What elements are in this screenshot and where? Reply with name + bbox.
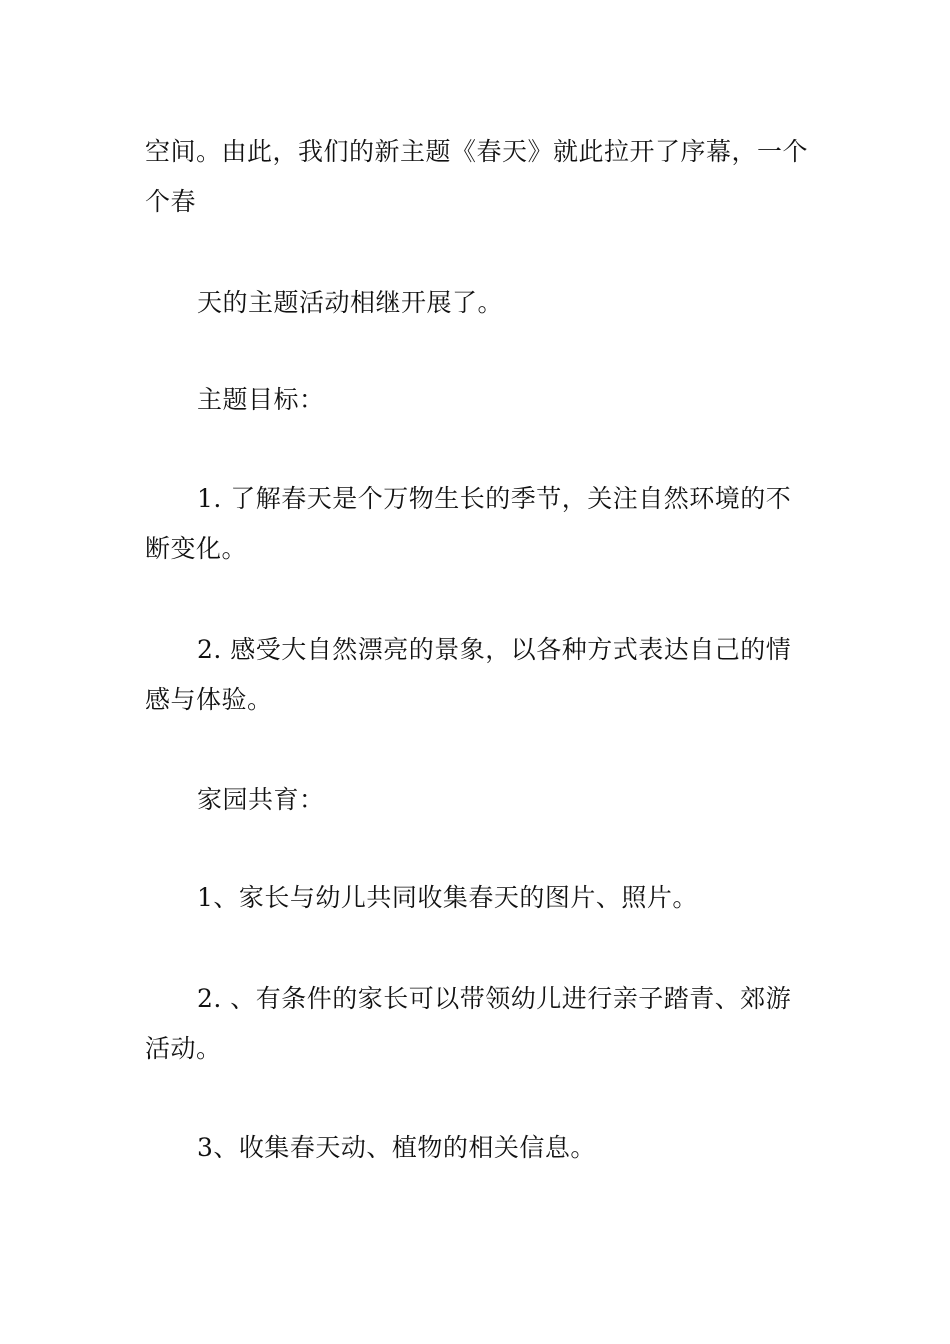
- heading-theme-goals: 主题目标：: [197, 385, 325, 414]
- heading-home-school: 家园共育：: [197, 785, 325, 814]
- home-item-1: 1、家长与幼儿共同收集春天的图片、照片。: [197, 883, 698, 912]
- goal-item-1: 1. 了解春天是个万物生长的季节，关注自然环境的不断变化。: [145, 484, 792, 563]
- paragraph-spring-intro: 空间。由此，我们的新主题《春天》就此拉开了序幕，一个个春: [145, 137, 809, 216]
- goal-item-2: 2. 感受大自然漂亮的景象，以各种方式表达自己的情感与体验。: [145, 635, 792, 714]
- paragraph-activities-started: 天的主题活动相继开展了。: [197, 288, 504, 317]
- home-item-2: 2. 、有条件的家长可以带领幼儿进行亲子踏青、郊游活动。: [145, 984, 792, 1063]
- home-item-3: 3、收集春天动、植物的相关信息。: [197, 1133, 596, 1162]
